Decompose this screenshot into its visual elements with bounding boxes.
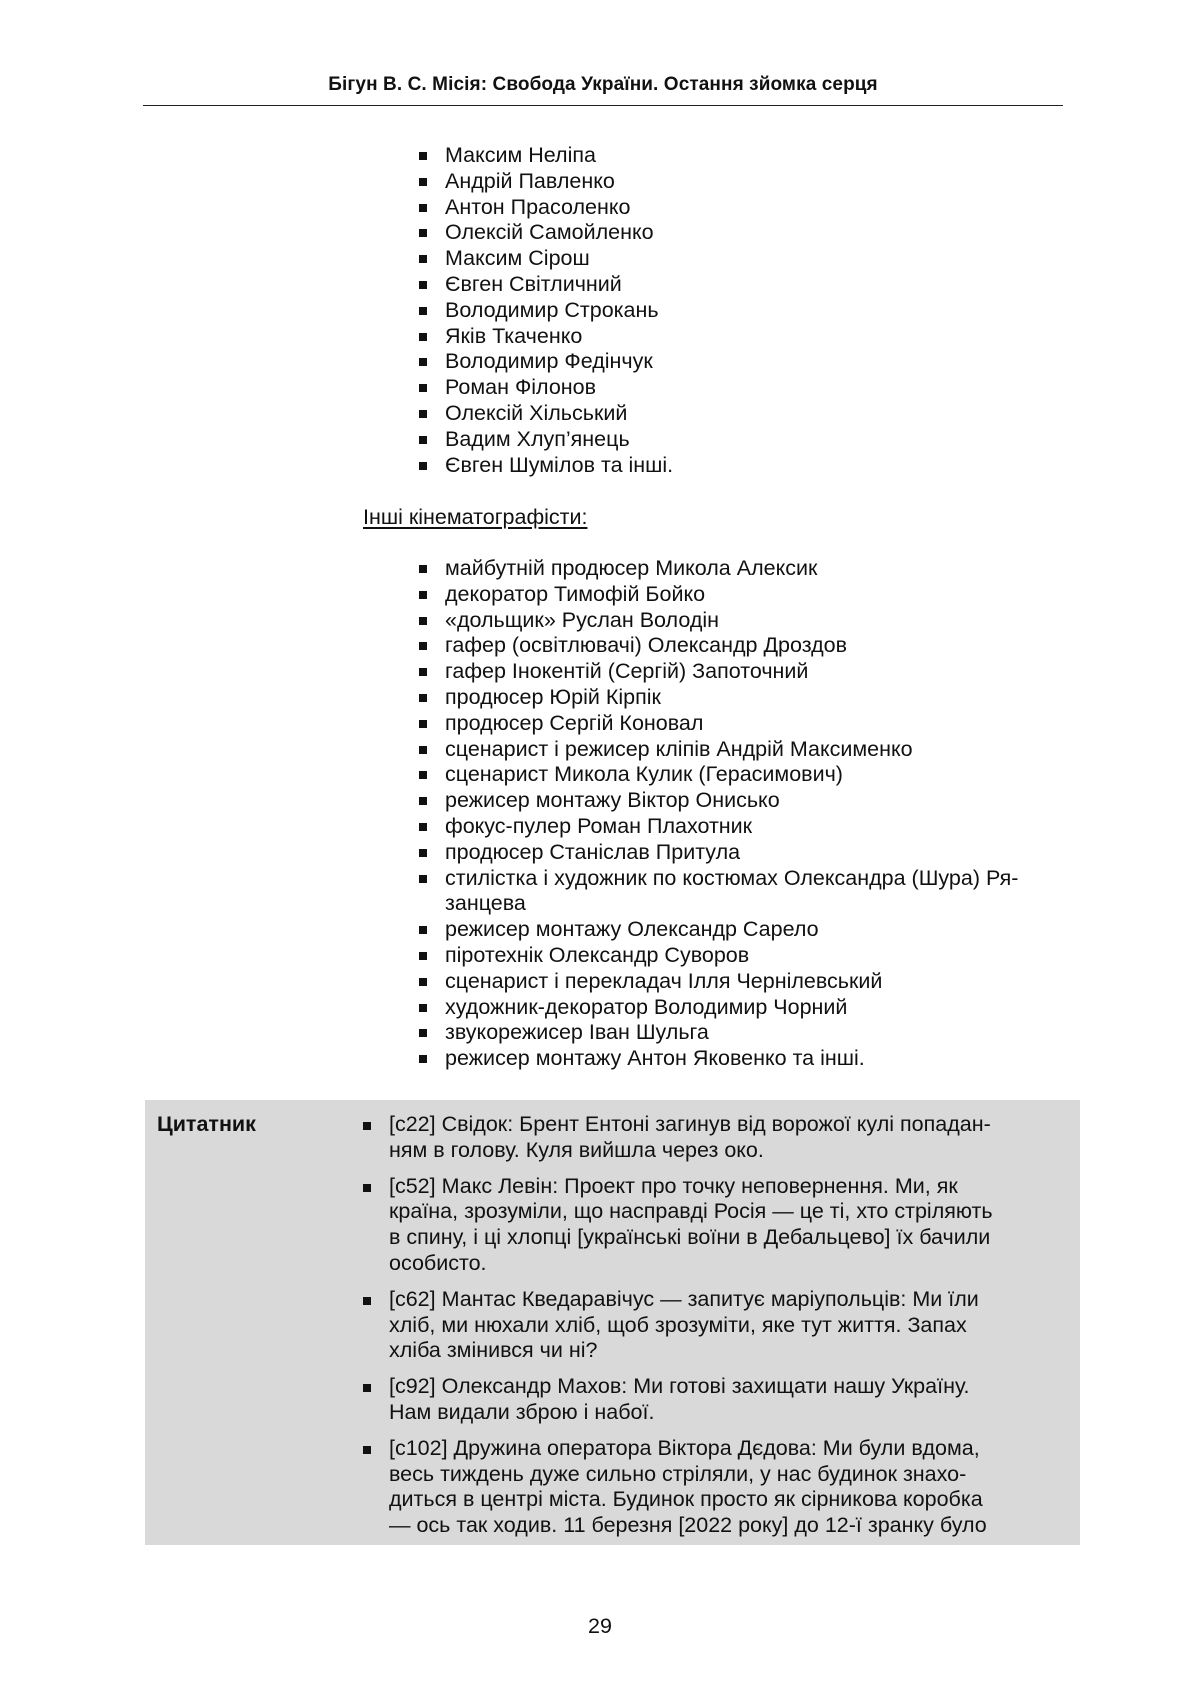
list-item-text: Вадим Хлуп’янець: [445, 426, 630, 451]
list-item: [445, 272, 1085, 298]
list-item: [445, 840, 1065, 866]
quote-item: [389, 1174, 1069, 1277]
list-item-text: Володимир Федінчук: [445, 349, 653, 374]
bullet-square-icon: [363, 1297, 371, 1305]
list-item: [445, 427, 1085, 453]
bullet-square-icon: [419, 178, 427, 186]
list-item: [445, 375, 1085, 401]
bullet-square-icon: [419, 720, 427, 728]
list-item-text: сценарист і перекладач Ілля Чернілевський: [445, 968, 883, 993]
list-item: [445, 969, 1065, 995]
list-item-text: сценарист і режисер кліпів Андрій Максименко: [445, 736, 913, 761]
bullet-square-icon: [419, 1055, 427, 1063]
list-item: [445, 169, 1085, 195]
list-item: [445, 608, 1065, 634]
list-item-text: гафер (освітлювачі) Олександр Дроздов: [445, 633, 848, 658]
list-item: [445, 324, 1085, 350]
quotes-list: [389, 1112, 1069, 1545]
quote-item: [389, 1112, 1069, 1164]
list-item-text: піротехнік Олександр Суворов: [445, 942, 750, 967]
bullet-square-icon: [419, 1029, 427, 1037]
list-item: [445, 943, 1065, 969]
list-item: [445, 917, 1065, 943]
list-item-text: Володимир Строкань: [445, 297, 659, 322]
bullet-square-icon: [419, 823, 427, 831]
list-item: [445, 866, 1065, 918]
page-number: 29: [588, 1614, 612, 1638]
list-item-text: стилістка і художник по костюмах Олександра (Шура) Ря- занцева: [445, 865, 1019, 916]
list-item-text: Олексій Хільський: [445, 400, 628, 425]
bullet-square-icon: [419, 1004, 427, 1012]
list-item-text: Андрій Павленко: [445, 168, 615, 193]
section-heading-other-filmmakers: Інші кінематографісти:: [363, 505, 588, 529]
list-item-text: Максим Сірош: [445, 246, 590, 271]
list-item: [445, 298, 1085, 324]
bullet-square-icon: [419, 255, 427, 263]
bullet-square-icon: [419, 384, 427, 392]
bullet-square-icon: [363, 1184, 371, 1192]
list-item-text: декоратор Тимофій Бойко: [445, 581, 706, 606]
bullet-square-icon: [419, 952, 427, 960]
list-item-text: гафер Інокентій (Сергій) Запоточний: [445, 659, 809, 684]
list-item-text: Максим Неліпа: [445, 143, 596, 167]
list-item: [445, 453, 1085, 479]
list-item: [445, 1046, 1065, 1072]
list-item: [445, 995, 1065, 1021]
list-item: [445, 788, 1065, 814]
bullet-square-icon: [419, 978, 427, 986]
bullet-square-icon: [419, 797, 427, 805]
crew-list: [445, 143, 1085, 478]
list-item-text: художник-декоратор Володимир Чорний: [445, 994, 848, 1019]
bullet-square-icon: [419, 668, 427, 676]
bullet-square-icon: [419, 307, 427, 315]
header-rule: [143, 105, 1063, 106]
quote-text: [с92] Олександр Махов: Ми готові захищати нашу Україну. Нам видали зброю і набої.: [389, 1374, 970, 1424]
list-item-text: майбутній продюсер Микола Алексик: [445, 556, 818, 580]
running-header: Бігун В. С. Місія: Свобода України. Остання зйомка серця: [328, 74, 878, 95]
other-filmmakers-list: [445, 556, 1065, 1072]
list-item-text: Євген Шумілов та інші.: [445, 452, 674, 477]
list-item: [445, 401, 1085, 427]
list-item-text: Роман Філонов: [445, 375, 597, 400]
bullet-square-icon: [419, 875, 427, 883]
list-item-text: Яків Ткаченко: [445, 323, 583, 348]
list-item-text: продюсер Станіслав Притула: [445, 839, 741, 864]
bullet-square-icon: [419, 281, 427, 289]
bullet-square-icon: [419, 333, 427, 341]
list-item: [445, 659, 1065, 685]
list-item-text: режисер монтажу Антон Яковенко та інші.: [445, 1046, 865, 1071]
bullet-square-icon: [419, 771, 427, 779]
list-item: [445, 633, 1065, 659]
bullet-square-icon: [363, 1446, 371, 1454]
list-item: [445, 220, 1085, 246]
bullet-square-icon: [419, 436, 427, 444]
list-item-text: Антон Прасоленко: [445, 194, 631, 219]
list-item: [445, 195, 1085, 221]
list-item: [445, 762, 1065, 788]
bullet-square-icon: [419, 746, 427, 754]
list-item: [445, 711, 1065, 737]
quotes-panel: [145, 1100, 1080, 1545]
bullet-square-icon: [419, 152, 427, 160]
list-item-text: режисер монтажу Олександр Сарело: [445, 917, 819, 942]
quote-item: [389, 1436, 1069, 1539]
list-item-text: продюсер Сергій Коновал: [445, 710, 704, 735]
bullet-square-icon: [419, 229, 427, 237]
list-item-text: режисер монтажу Віктор Онисько: [445, 788, 780, 813]
quote-text: [с102] Дружина оператора Віктора Дєдова: Ми були вдома, весь тиждень дуже сильно стріляли, у нас будинок знахо- диться в центрі міста. Будинок просто як сірникова коробка — ось так ходив. 11 березня [2022 року] до 12-ї зранку було: [389, 1435, 987, 1538]
list-item: [445, 737, 1065, 763]
bullet-square-icon: [363, 1122, 371, 1130]
bullet-square-icon: [419, 849, 427, 857]
list-item-text: продюсер Юрій Кірпік: [445, 684, 661, 709]
quotes-title: Цитатник: [157, 1112, 256, 1136]
list-item-text: «дольщик» Руслан Володін: [445, 607, 720, 632]
list-item: [445, 814, 1065, 840]
bullet-square-icon: [419, 358, 427, 366]
quote-text: [с52] Макс Левін: Проект про точку неповернення. Ми, як країна, зрозуміли, що насправді Росія — це ті, хто стріляють в спину, і ці хлопці [українські воїни в Дебальцево] їх бачили особисто.: [389, 1173, 993, 1275]
bullet-square-icon: [419, 565, 427, 573]
list-item: [445, 1020, 1065, 1046]
bullet-square-icon: [363, 1384, 371, 1392]
quote-item: [389, 1374, 1069, 1426]
bullet-square-icon: [419, 462, 427, 470]
list-item-text: звукорежисер Іван Шульга: [445, 1020, 709, 1045]
list-item: [445, 582, 1065, 608]
list-item: [445, 143, 1085, 169]
bullet-square-icon: [419, 617, 427, 625]
list-item: [445, 246, 1085, 272]
bullet-square-icon: [419, 204, 427, 212]
bullet-square-icon: [419, 926, 427, 934]
list-item: [445, 349, 1085, 375]
bullet-square-icon: [419, 410, 427, 418]
list-item-text: Євген Світличний: [445, 271, 622, 296]
list-item-text: Олексій Самойленко: [445, 220, 654, 245]
bullet-square-icon: [419, 642, 427, 650]
list-item: [445, 556, 1065, 582]
quote-item: [389, 1287, 1069, 1364]
bullet-square-icon: [419, 694, 427, 702]
list-item: [445, 685, 1065, 711]
list-item-text: сценарист Микола Кулик (Герасимович): [445, 762, 843, 787]
quote-text: [с22] Свідок: Брент Ентоні загинув від ворожої кулі попадан- ням в голову. Куля вийшла через око.: [389, 1112, 991, 1162]
list-item-text: фокус-пулер Роман Плахотник: [445, 813, 753, 838]
quote-text: [с62] Мантас Кведаравічус — запитує маріупольців: Ми їли хліб, ми нюхали хліб, щоб зрозуміти, яке тут життя. Запах хліба змінився чи ні?: [389, 1286, 979, 1363]
bullet-square-icon: [419, 591, 427, 599]
